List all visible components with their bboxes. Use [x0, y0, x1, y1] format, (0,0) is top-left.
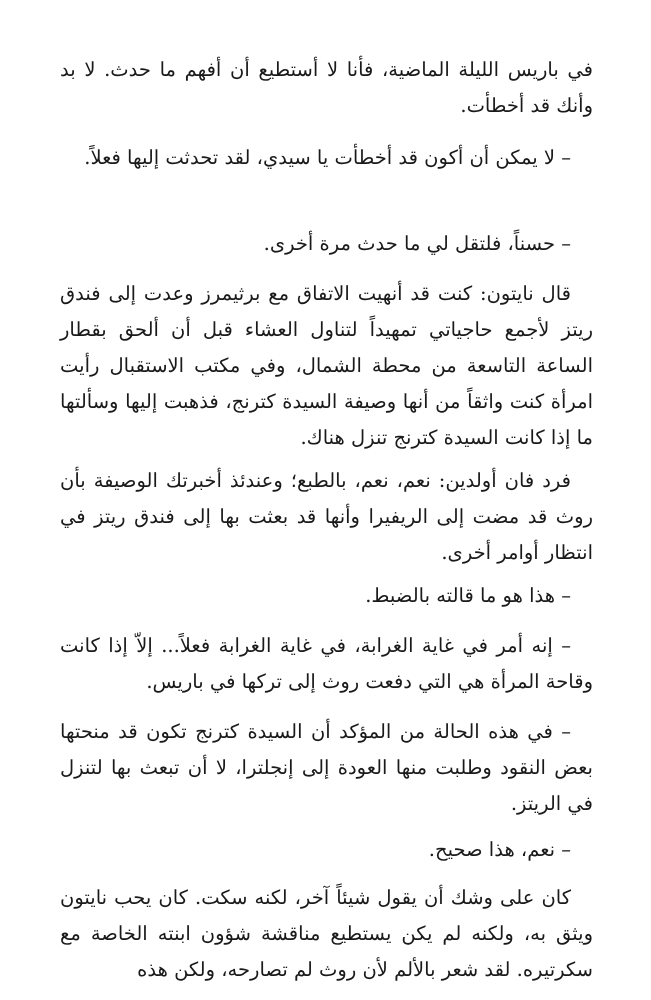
paragraph-3: – حسناً، فلتقل لي ما حدث مرة أخرى.	[263, 232, 571, 255]
book-page	[60, 0, 593, 1000]
paragraph-1: في باريس الليلة الماضية، فأنا لا أستطيع أن أفهم ما حدث. لا بد وأنك قد أخطأت.	[60, 58, 593, 117]
paragraph-9: – نعم، هذا صحيح.	[428, 838, 571, 861]
paragraph-6: – هذا هو ما قالته بالضبط.	[365, 584, 571, 607]
paragraph-5: فرد فان أولدين: نعم، نعم، بالطبع؛ وعندئذ أخبرتك الوصيفة بأن روث قد مضت إلى الريفيرا وأنها قد بعثت بها إلى فندق ريتز في انتظار أوامر أخرى.	[60, 469, 593, 564]
paragraph-10: كان على وشك أن يقول شيئاً آخر، لكنه سكت. كان يحب نايتون ويثق به، ولكنه لم يكن يستطيع مناقشة شؤون ابنته الخاصة مع سكرتيره. لقد شعر بالألم لأن روث لم تصارحه، ولكن هذه	[60, 886, 593, 981]
paragraph-2: – لا يمكن أن أكون قد أخطأت يا سيدي، لقد تحدثت إليها فعلاً.	[84, 146, 571, 169]
paragraph-7: – إنه أمر في غاية الغرابة، في غاية الغرابة فعلاً... إلاّ إذا كانت وقاحة المرأة هي التي دفعت روث إلى تركها في باريس.	[60, 634, 593, 693]
paragraph-4: قال نايتون: كنت قد أنهيت الاتفاق مع برثيمرز وعدت إلى فندق ريتز لأجمع حاجياتي تمهيداً لتناول العشاء قبل أن ألحق بقطار الساعة التاسعة من محطة الشمال، وفي مكتب الاستقبال رأيت امرأة كنت واثقاً من أنها وصيفة السيدة كترنج، فذهبت إليها وسألتها ما إذا كانت السيدة كترنج تنزل هناك.	[60, 282, 593, 449]
paragraph-8: – في هذه الحالة من المؤكد أن السيدة كترنج تكون قد منحتها بعض النقود وطلبت منها العودة إلى إنجلترا، لا أن تبعث بها لتنزل في الريتز.	[60, 720, 593, 815]
